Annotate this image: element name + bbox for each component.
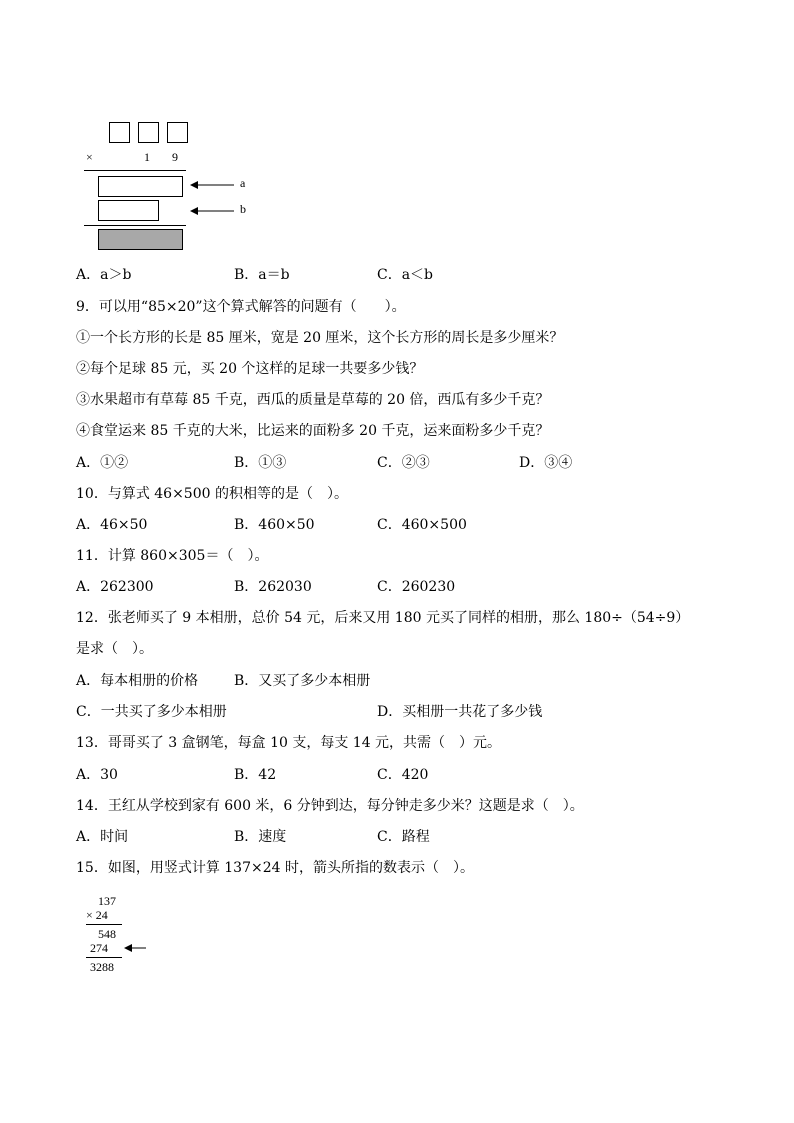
q14-option-b[interactable]: B．速度 <box>234 829 287 845</box>
digit-box-2 <box>138 122 159 143</box>
q11-option-b[interactable]: B．262030 <box>234 579 312 595</box>
vertical-multiplication-q15 <box>84 892 164 982</box>
q9-item-3: ③水果超市有草莓 85 千克，西瓜的质量是草莓的 20 倍，西瓜有多少千克？ <box>76 392 550 408</box>
q9-option-a[interactable]: A．①② <box>76 455 129 471</box>
q12-stem-line1: 12．张老师买了 9 本相册，总价 54 元，后来又用 180 元买了同样的相册，那么 180÷（54÷9） <box>76 610 690 626</box>
label-a: a <box>240 176 246 190</box>
multiplier-digit-9: 9 <box>172 150 178 164</box>
q13-option-b[interactable]: B．42 <box>234 767 277 783</box>
digit-box-3 <box>167 122 188 143</box>
q15-row-274: 274 <box>90 941 108 955</box>
q15-row-548: 548 <box>98 927 116 941</box>
times-sign: × <box>86 150 93 164</box>
rule-line-1 <box>84 170 186 171</box>
q11-stem: 11．计算 860×305＝（ ）。 <box>76 548 269 564</box>
q14-option-c[interactable]: C．路程 <box>377 829 430 845</box>
q9-option-c[interactable]: C．②③ <box>377 455 430 471</box>
q12-option-a[interactable]: A．每本相册的价格 <box>76 673 199 689</box>
label-b: b <box>240 202 246 216</box>
q9-stem: 9．可以用“85×20”这个算式解答的问题有（ ）。 <box>76 299 406 315</box>
q12-option-c[interactable]: C．一共买了多少本相册 <box>76 704 227 720</box>
q11-option-a[interactable]: A．262300 <box>76 579 154 595</box>
q14-stem: 14．王红从学校到家有 600 米，6 分钟到达，每分钟走多少米？这题是求（ ）。 <box>76 798 584 814</box>
digit-box-1 <box>109 122 130 143</box>
q9-item-4: ④食堂运来 85 千克的大米，比运来的面粉多 20 千克，运来面粉多少千克？ <box>76 423 550 439</box>
q9-option-d[interactable]: D．③④ <box>519 455 573 471</box>
q12-option-d[interactable]: D．买相册一共花了多少钱 <box>377 704 543 720</box>
q9-item-1: ①一个长方形的长是 85 厘米，宽是 20 厘米，这个长方形的周长是多少厘米？ <box>76 330 564 346</box>
arrow-to-b-icon <box>190 204 236 218</box>
q12-option-b[interactable]: B．又买了多少本相册 <box>234 673 371 689</box>
q13-option-c[interactable]: C．420 <box>377 767 429 783</box>
q15-row-137: 137 <box>98 894 116 908</box>
q8-option-a[interactable]: A．a＞b <box>76 267 132 283</box>
q14-option-a[interactable]: A．时间 <box>76 829 129 845</box>
q15-rule-1 <box>86 924 122 925</box>
partial-product-a-box <box>98 176 183 197</box>
arrow-to-a-icon <box>190 178 236 192</box>
partial-product-b-box <box>98 200 159 221</box>
q12-stem-line2: 是求（ ）。 <box>76 641 153 657</box>
q13-stem: 13．哥哥买了 3 盒钢笔，每盒 10 支，每支 14 元，共需（ ）元。 <box>76 735 502 751</box>
multiplication-figure-q8 <box>82 118 282 258</box>
multiplier-digit-1: 1 <box>144 150 150 164</box>
q11-option-c[interactable]: C．260230 <box>377 579 456 595</box>
q10-option-b[interactable]: B．460×50 <box>234 517 315 533</box>
result-box-shaded <box>98 229 183 250</box>
q8-option-b[interactable]: B．a＝b <box>234 267 290 283</box>
q13-option-a[interactable]: A．30 <box>76 767 118 783</box>
q10-stem: 10．与算式 46×500 的积相等的是（ ）。 <box>76 486 348 502</box>
q15-row-3288: 3288 <box>90 960 114 974</box>
q9-option-b[interactable]: B．①③ <box>234 455 287 471</box>
q15-row-times-24: × 24 <box>86 908 108 922</box>
rule-line-2 <box>84 225 186 226</box>
q8-option-c[interactable]: C．a＜b <box>377 267 434 283</box>
q9-item-2: ②每个足球 85 元，买 20 个这样的足球一共要多少钱？ <box>76 361 424 377</box>
q10-option-a[interactable]: A．46×50 <box>76 517 148 533</box>
q15-stem: 15．如图，用竖式计算 137×24 时，箭头所指的数表示（ ）。 <box>76 860 474 876</box>
q10-option-c[interactable]: C．460×500 <box>377 517 467 533</box>
q15-rule-2 <box>86 957 122 958</box>
pointing-arrow-icon <box>124 942 148 954</box>
